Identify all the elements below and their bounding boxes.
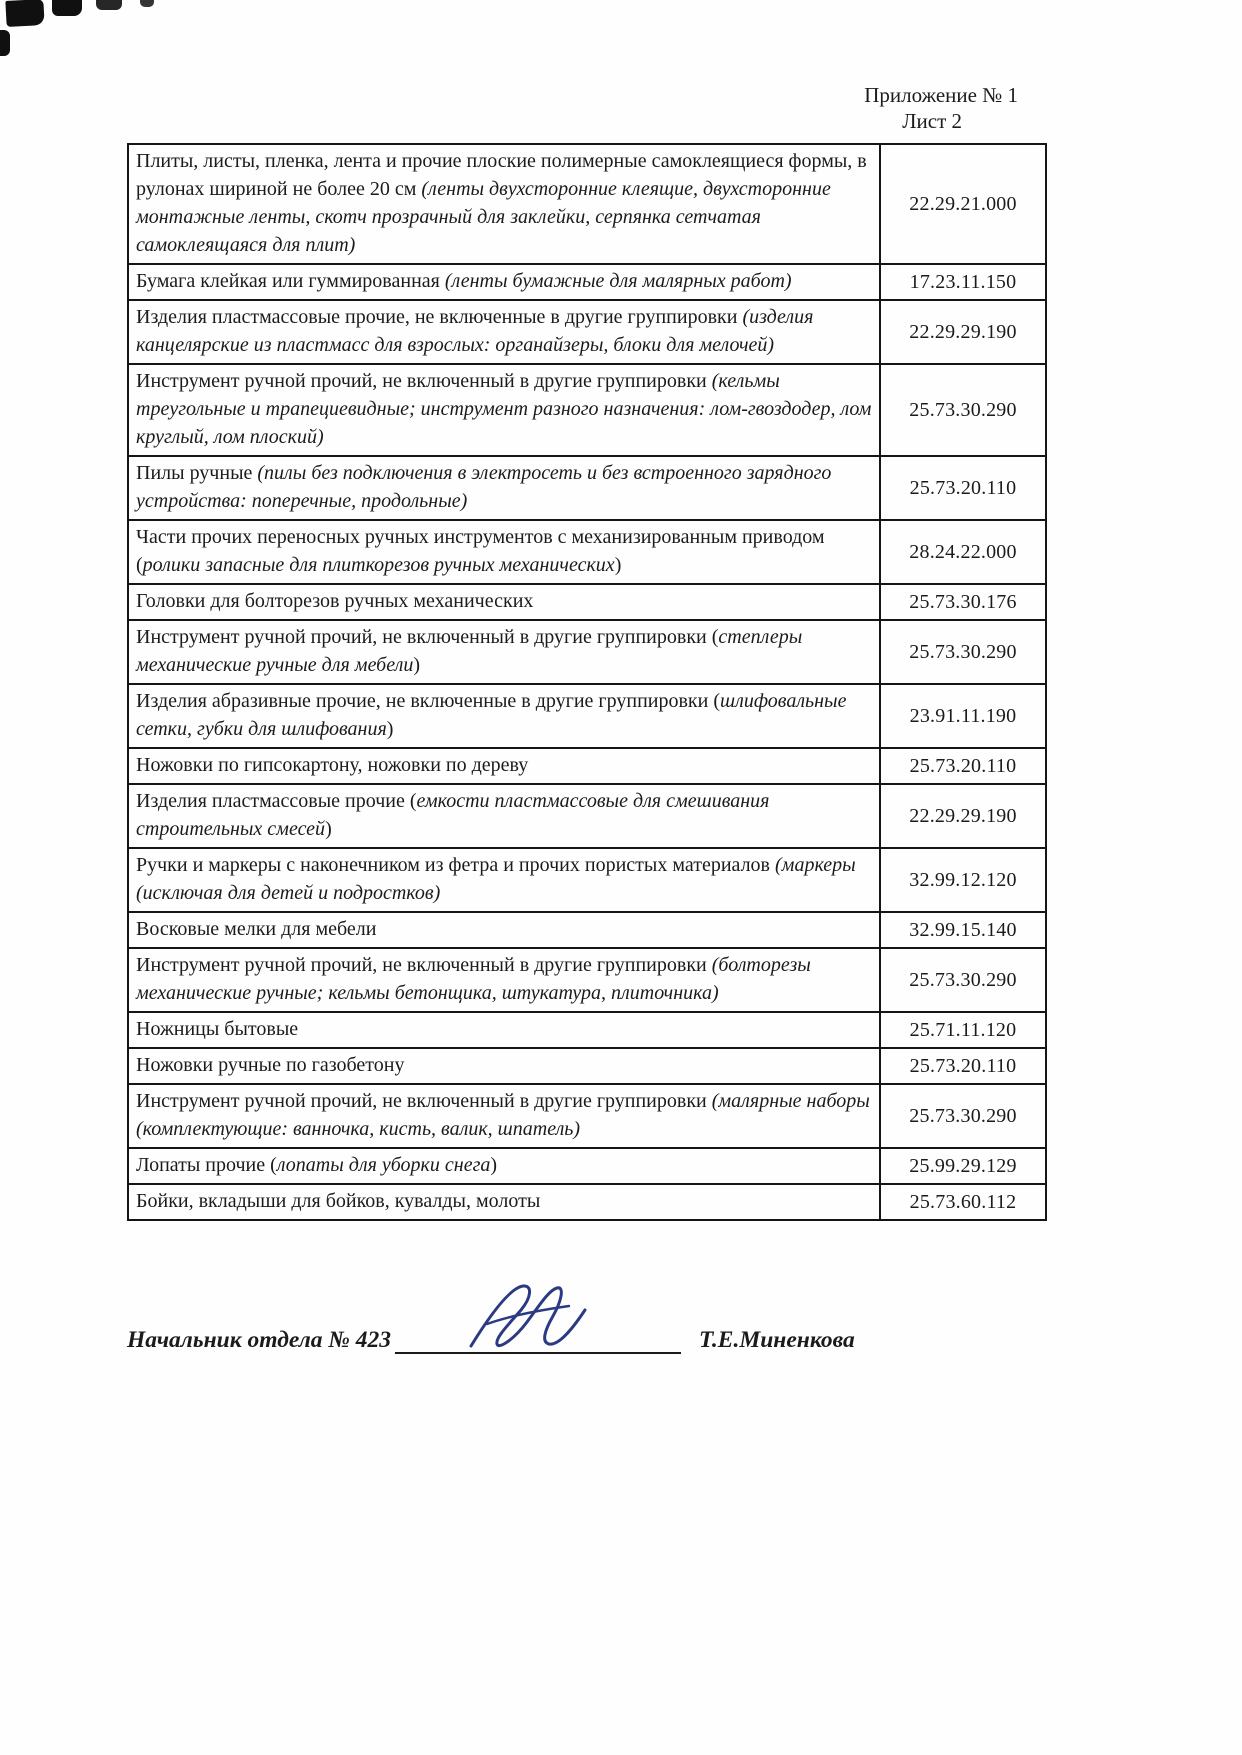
table-row [128,784,1046,848]
row-description [128,1048,880,1084]
description-italic-segment: (ленты бумажные для малярных работ) [444,270,792,292]
description-italic-segment: (изделия канцелярские из пластмасс для взрослых: органайзеры, блоки для мелочей) [136,306,814,356]
row-classification-code: 25.99.29.129 [880,1148,1046,1184]
row-description [128,144,880,264]
row-classification-code: 25.73.30.290 [880,364,1046,456]
description-segment: Инструмент ручной прочий, не включенный в другие группировки ( [136,626,719,648]
scan-artifact [0,30,10,56]
table-row [128,1184,1046,1220]
row-classification-code: 25.73.30.290 [880,1084,1046,1148]
description-italic-segment: ролики запасные для плиткорезов ручных механических [142,554,615,576]
row-classification-code: 25.73.30.290 [880,620,1046,684]
scan-artifact [5,0,44,27]
table-row [128,748,1046,784]
description-segment: Ножовки ручные по газобетону [136,1054,405,1076]
row-description [128,1012,880,1048]
row-description [128,1148,880,1184]
table-row [128,364,1046,456]
scan-artifact [140,0,154,7]
row-classification-code: 17.23.11.150 [880,264,1046,300]
row-description [128,912,880,948]
row-description [128,1184,880,1220]
scan-artifact [52,0,82,16]
table-row [128,912,1046,948]
description-segment: ) [386,718,394,740]
description-italic-segment: емкости пластмассовые для смешивания строительных смесей [136,790,770,840]
description-italic-segment: лопаты для уборки снега [276,1154,491,1176]
row-description [128,264,880,300]
row-description [128,784,880,848]
description-italic-segment: (болторезы механические ручные; кельмы бетонщика, штукатура, плиточника) [136,954,811,1004]
table-row [128,520,1046,584]
description-italic-segment: (малярные наборы (комплектующие: ванночка, кисть, валик, шпатель) [136,1090,870,1140]
sheet-label: Лист 2 [902,109,962,134]
table-row [128,1012,1046,1048]
row-classification-code: 22.29.21.000 [880,144,1046,264]
description-segment: Изделия пластмассовые прочие ( [136,790,417,812]
row-description [128,620,880,684]
row-classification-code: 22.29.29.190 [880,784,1046,848]
row-description [128,584,880,620]
description-italic-segment: (пилы без подключения в электросеть и без встроенного зарядного устройства: поперечные, продольные) [136,462,832,512]
row-description [128,456,880,520]
table-row [128,144,1046,264]
document-header [127,82,1020,135]
row-classification-code: 32.99.12.120 [880,848,1046,912]
table-row [128,264,1046,300]
row-classification-code: 32.99.15.140 [880,912,1046,948]
description-segment: ) [490,1154,498,1176]
description-segment: Инструмент ручной прочий, не включенный в другие группировки [136,1090,712,1112]
description-segment: ) [413,654,421,676]
description-italic-segment: степлеры механические ручные для мебели [136,626,803,676]
signature-line [395,1322,681,1354]
row-classification-code: 25.73.20.110 [880,456,1046,520]
description-segment: Пилы ручные [136,462,258,484]
row-description [128,1084,880,1148]
description-segment: Ручки и маркеры с наконечником из фетра и прочих пористых материалов [136,854,776,876]
appendix-label: Приложение № 1 [864,83,1018,107]
table-row [128,1048,1046,1084]
row-classification-code: 25.73.30.176 [880,584,1046,620]
description-italic-segment: шлифовальные сетки, губки для шлифования [136,690,847,740]
description-segment: Ножовки по гипсокартону, ножовки по дереву [136,754,529,776]
table-row [128,620,1046,684]
description-segment: Восковые мелки для мебели [136,918,377,940]
row-description [128,684,880,748]
description-segment: Головки для болторезов ручных механических [136,590,534,612]
description-segment: Изделия абразивные прочие, не включенные в другие группировки ( [136,690,721,712]
row-classification-code: 23.91.11.190 [880,684,1046,748]
table-row [128,1084,1046,1148]
row-description [128,300,880,364]
description-segment: Инструмент ручной прочий, не включенный в другие группировки [136,370,712,392]
row-classification-code: 25.73.30.290 [880,948,1046,1012]
table-row [128,948,1046,1012]
table-row [128,456,1046,520]
description-italic-segment: (ленты двухсторонние клеящие, двухсторонние монтажные ленты, скотч прозрачный для заклейки, серпянка сетчатая самоклеящаяся для плит) [136,178,831,256]
row-classification-code: 25.71.11.120 [880,1012,1046,1048]
description-segment: Инструмент ручной прочий, не включенный в другие группировки [136,954,712,976]
row-classification-code: 28.24.22.000 [880,520,1046,584]
table-row [128,684,1046,748]
row-description [128,520,880,584]
signer-name: Т.Е.Миненкова [699,1327,855,1353]
row-classification-code: 25.73.60.112 [880,1184,1046,1220]
description-segment: Изделия пластмассовые прочие, не включенные в другие группировки [136,306,743,328]
signature-icon [457,1280,607,1358]
description-segment: Бумага клейкая или гуммированная [136,270,445,292]
row-classification-code: 25.73.20.110 [880,748,1046,784]
classification-table [127,143,1047,1221]
row-classification-code: 22.29.29.190 [880,300,1046,364]
description-segment: ) [614,554,622,576]
row-description [128,848,880,912]
table-row [128,584,1046,620]
table-row [128,848,1046,912]
signer-title: Начальник отдела № 423 [127,1327,392,1353]
table-row [128,1148,1046,1184]
description-segment: Лопаты прочие ( [136,1154,277,1176]
description-segment: Ножницы бытовые [136,1018,299,1040]
description-segment: Плиты, листы, пленка, лента и прочие плоские полимерные самоклеящиеся формы, в рулонах шириной не более 20 см [136,150,867,200]
table-row [128,300,1046,364]
signature-block [127,1322,1127,1354]
row-classification-code: 25.73.20.110 [880,1048,1046,1084]
row-description [128,948,880,1012]
description-segment: Части прочих переносных ручных инструментов с механизированным приводом ( [136,526,825,576]
scan-artifact [96,0,122,10]
description-italic-segment: (маркеры (исключая для детей и подростков) [136,854,856,904]
row-description [128,748,880,784]
description-segment: Бойки, вкладыши для бойков, кувалды, молоты [136,1190,541,1212]
row-description [128,364,880,456]
description-segment: ) [325,818,332,840]
description-italic-segment: (кельмы треугольные и трапециевидные; инструмент разного назначения: лом-гвоздодер, лом круглый, лом плоский) [136,370,872,448]
